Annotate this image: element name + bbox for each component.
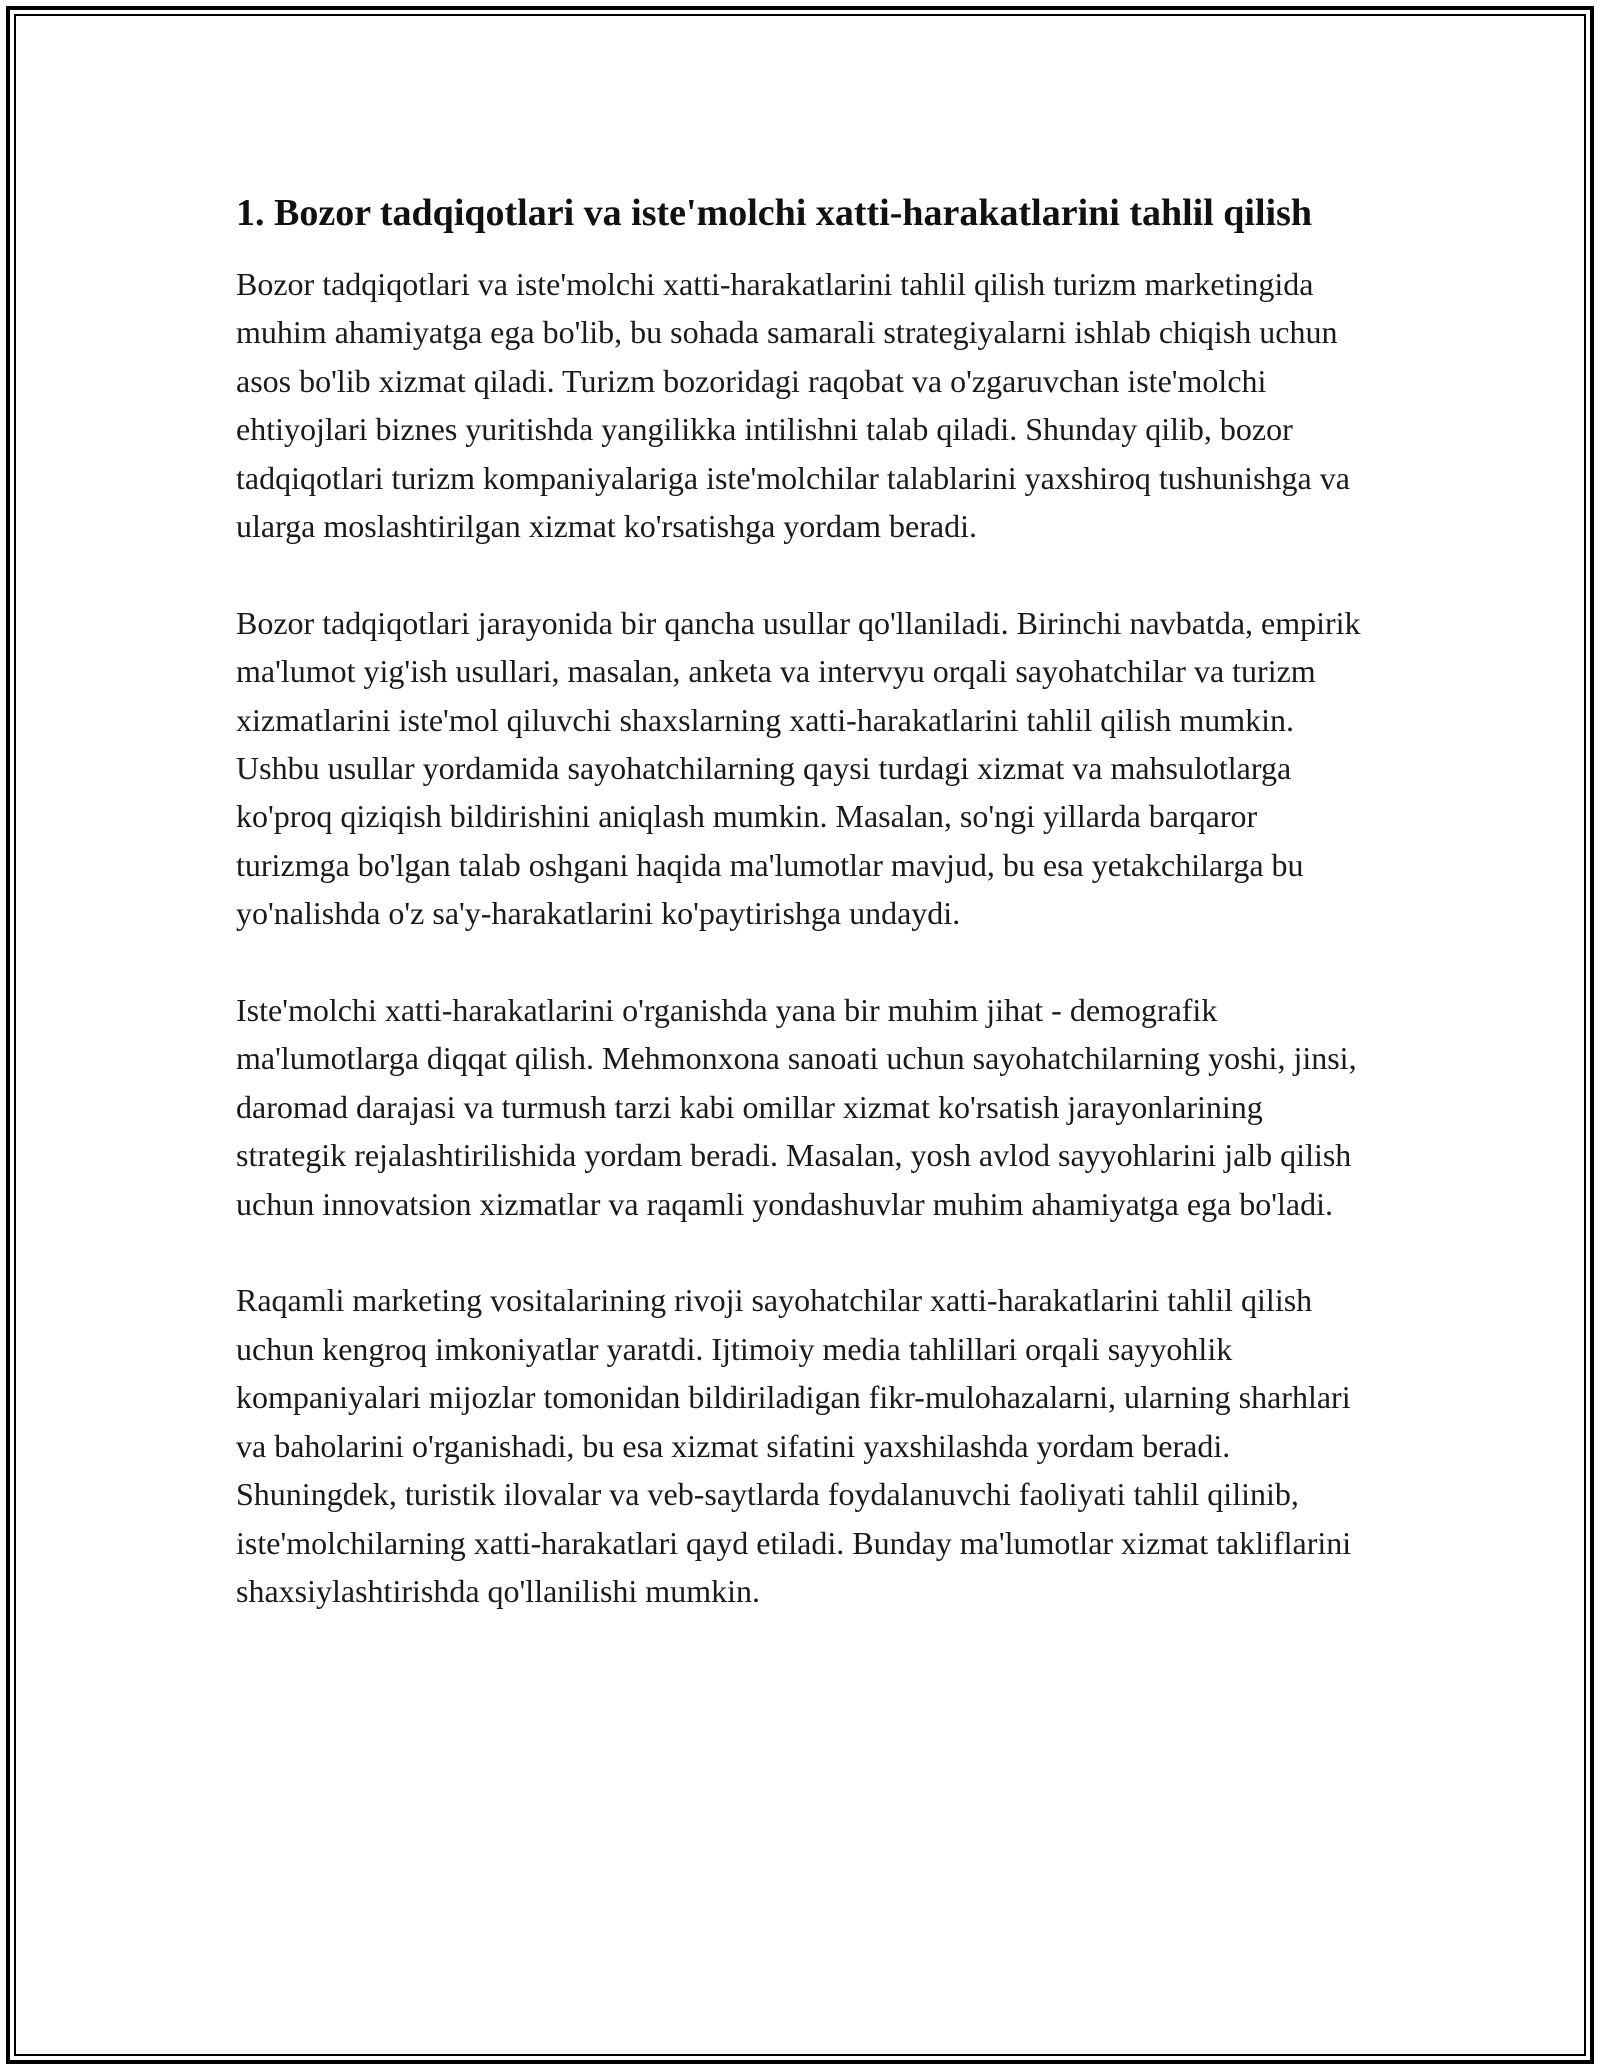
paragraph-4: Raqamli marketing vositalarining rivoji sayohatchilar xatti-harakatlarini tahlil qilish uchun kengroq imkoniyatlar yaratdi. Ijtimoiy media tahlillari orqali sayyohlik kompaniyalari mijozlar tomonidan bildiriladigan fikr-mulohazalarni, ularning sharhlari va baholarini o'rganishadi, bu esa xizmat sifatini yaxshilashda yordam beradi. Shuningdek, turistik ilovalar va veb-saytlarda foydalanuvchi faoliyati tahlil qilinib, iste'molchilarning xatti-harakatlari qayd etiladi. Bunday ma'lumotlar xizmat takliflarini shaxsiylashtirishda qo'llanilishi mumkin. [236,1282,1352,1609]
document-body [236,186,1366,1664]
paragraph-1: Bozor tadqiqotlari va iste'molchi xatti-harakatlarini tahlil qilish turizm marketingida muhim ahamiyatga ega bo'lib, bu sohada samarali strategiyalarni ishlab chiqish uchun asos bo'lib xizmat qiladi. Turizm bozoridagi raqobat va o'zgaruvchan iste'molchi ehtiyojlari biznes yuritishda yangilikka intilishni talab qiladi. Shunday qilib, bozor tadqiqotlari turizm kompaniyalariga iste'molchilar talablarini yaxshiroq tushunishga va ularga moslashtirilgan xizmat ko'rsatishga yordam beradi. [236,266,1350,545]
paragraph-3: Iste'molchi xatti-harakatlarini o'rganishda yana bir muhim jihat - demografik ma'lumotlarga diqqat qilish. Mehmonxona sanoati uchun sayohatchilarning yoshi, jinsi, daromad darajasi va turmush tarzi kabi omillar xizmat ko'rsatish jarayonlarining strategik rejalashtirilishida yordam beradi. Masalan, yosh avlod sayyohlarini jalb qilish uchun innovatsion xizmatlar va raqamli yondashuvlar muhim ahamiyatga ega bo'ladi. [236,992,1357,1222]
section-heading: 1. Bozor tadqiqotlari va iste'molchi xatti-harakatlarini tahlil qilish [236,192,1313,234]
paragraph-2: Bozor tadqiqotlari jarayonida bir qancha usullar qo'llaniladi. Birinchi navbatda, empirik ma'lumot yig'ish usullari, masalan, anketa va intervyu orqali sayohatchilar va turizm xizmatlarini iste'mol qiluvchi shaxslarning xatti-harakatlarini tahlil qilish mumkin. Ushbu usullar yordamida sayohatchilarning qaysi turdagi xizmat va mahsulotlarga ko'proq qiziqish bildirishini aniqlash mumkin. Masalan, so'ngi yillarda barqaror turizmga bo'lgan talab oshgani haqida ma'lumotlar mavjud, bu esa yetakchilarga bu yo'nalishda o'z sa'y-harakatlarini ko'paytirishga undaydi. [236,604,1361,932]
